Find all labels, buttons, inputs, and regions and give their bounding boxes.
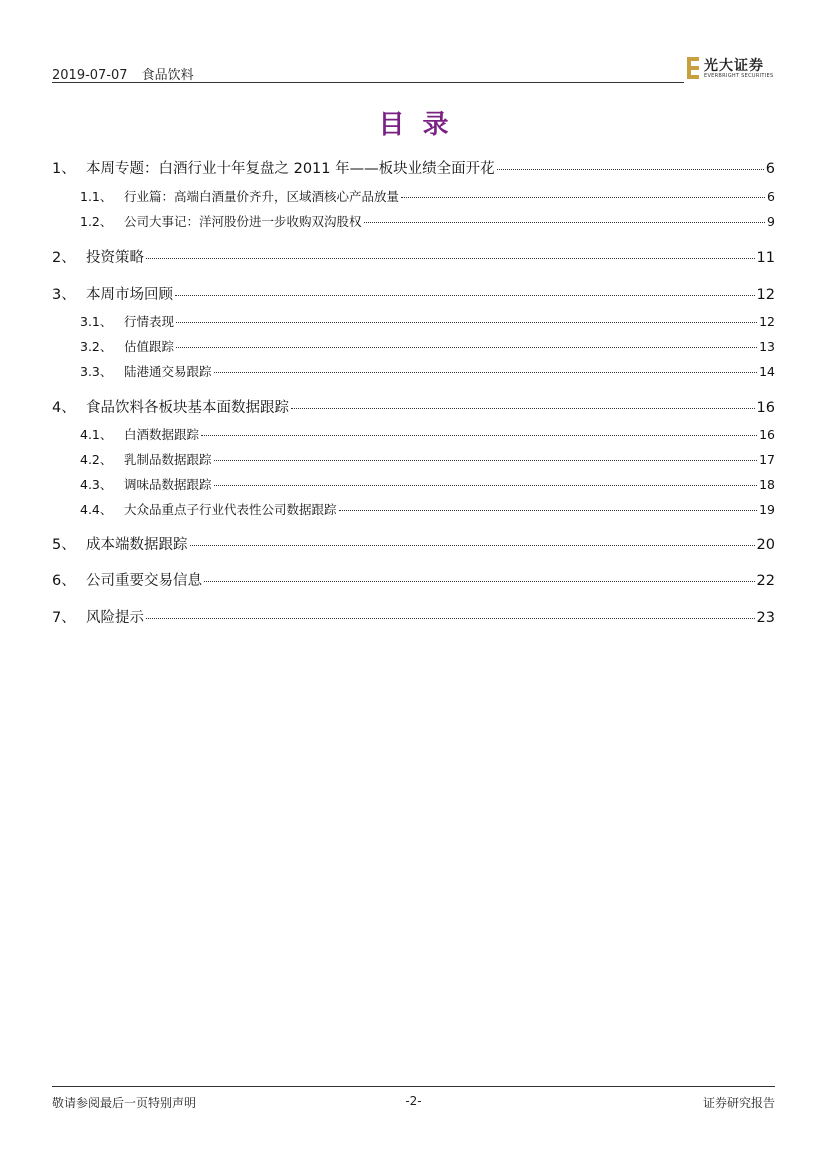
toc-entry-page: 14 — [759, 364, 775, 379]
toc-entry-leader — [204, 581, 755, 582]
toc-entry-number: 4、 — [52, 400, 76, 416]
toc-entry-leader — [364, 222, 766, 223]
toc-entry-title: 成本端数据跟踪 — [86, 537, 188, 553]
toc-entry-page: 20 — [756, 537, 775, 553]
header-meta — [52, 64, 194, 83]
toc-entry[interactable] — [52, 569, 775, 590]
toc-entry-page: 17 — [759, 452, 775, 467]
toc-entry-leader — [214, 372, 758, 373]
toc-entry-title: 大众品重点子行业代表性公司数据跟踪 — [124, 502, 337, 517]
toc-heading: 目录 — [378, 110, 467, 140]
page-header — [52, 52, 775, 84]
toc-entry[interactable] — [52, 396, 775, 417]
header-date: 2019-07-07 — [52, 68, 128, 83]
toc-entry-page: 18 — [759, 477, 775, 492]
page-footer — [52, 1086, 775, 1110]
toc-entry-leader — [401, 197, 765, 198]
toc-entry-page: 16 — [756, 400, 775, 416]
toc-entry-leader — [214, 485, 758, 486]
toc-entry-number: 3.1、 — [80, 314, 113, 329]
footer-document-type: 证券研究报告 — [702, 1096, 775, 1110]
toc-entry-title: 陆港通交易跟踪 — [124, 364, 212, 379]
logo-english-name: EVERBRIGHT SECURITIES — [704, 73, 774, 79]
toc-entry-page: 19 — [759, 502, 775, 517]
toc-entry-page: 12 — [756, 287, 775, 303]
toc-entry-page: 23 — [756, 610, 775, 626]
toc-entry-leader — [214, 460, 758, 461]
header-rule — [52, 82, 684, 83]
toc-entry[interactable] — [52, 450, 775, 468]
toc-entry-page: 22 — [756, 573, 775, 589]
toc-entry[interactable] — [52, 337, 775, 355]
footer-disclaimer: 敬请参阅最后一页特别声明 — [52, 1096, 197, 1110]
toc-entry-number: 4.2、 — [80, 452, 113, 467]
toc-entry-number: 1、 — [52, 161, 76, 177]
toc-entry-number: 6、 — [52, 573, 76, 589]
toc-entry[interactable] — [52, 533, 775, 554]
toc-entry-title: 公司大事记：洋河股份进一步收购双沟股权 — [124, 214, 362, 229]
toc-entry-title: 本周市场回顾 — [86, 287, 173, 303]
toc-entry-leader — [175, 295, 755, 296]
toc-entry-title: 行情表现 — [124, 314, 175, 329]
toc-entry-leader — [497, 169, 764, 170]
toc-entry[interactable] — [52, 606, 775, 627]
toc-entry[interactable] — [52, 157, 775, 178]
toc-entry-title: 本周专题：白酒行业十年复盘之 2011 年——板块业绩全面开花 — [86, 161, 495, 177]
toc-entry-title: 投资策略 — [86, 250, 144, 266]
toc-entry-number: 2、 — [52, 250, 76, 266]
toc-entry-title: 调味品数据跟踪 — [124, 477, 212, 492]
toc-entry-title: 估值跟踪 — [124, 339, 175, 354]
toc-entry[interactable] — [52, 187, 775, 205]
footer-page-number: -2- — [405, 1094, 422, 1108]
toc-entry-title: 风险提示 — [86, 610, 144, 626]
toc-entry[interactable] — [52, 425, 775, 443]
toc-entry[interactable] — [52, 362, 775, 380]
logo-chinese-name: 光大证券 — [704, 58, 764, 74]
toc-entry-leader — [201, 435, 757, 436]
toc-entry-page: 13 — [759, 339, 775, 354]
toc-entry-page: 12 — [759, 314, 775, 329]
toc-entry[interactable] — [52, 500, 775, 518]
toc-entry-number: 3.2、 — [80, 339, 113, 354]
toc-entry-leader — [146, 618, 755, 619]
logo-mark-icon — [687, 57, 700, 79]
toc-entry-leader — [146, 258, 755, 259]
toc-entry-title: 食品饮料各板块基本面数据跟踪 — [86, 400, 289, 416]
toc-entry-page: 6 — [767, 189, 775, 204]
toc-entry-leader — [176, 322, 757, 323]
toc-entry-page: 9 — [767, 214, 775, 229]
toc-entry-number: 5、 — [52, 537, 76, 553]
toc-entry-number: 4.4、 — [80, 502, 113, 517]
toc-entry[interactable] — [52, 212, 775, 230]
toc-entry-leader — [190, 545, 755, 546]
toc-entry-page: 11 — [756, 250, 775, 266]
toc-entry[interactable] — [52, 312, 775, 330]
toc-entry-leader — [291, 408, 755, 409]
toc-entry[interactable] — [52, 246, 775, 267]
toc-entry-number: 1.2、 — [80, 214, 113, 229]
toc-entry-number: 1.1、 — [80, 189, 113, 204]
toc-entry-number: 4.1、 — [80, 427, 113, 442]
toc-entry-leader — [176, 347, 757, 348]
footer-rule — [52, 1086, 775, 1087]
toc-entry-number: 4.3、 — [80, 477, 113, 492]
toc-entry-title: 白酒数据跟踪 — [124, 427, 200, 442]
toc-entry-page: 16 — [759, 427, 775, 442]
toc-entry-title: 乳制品数据跟踪 — [124, 452, 212, 467]
toc-entry-leader — [339, 510, 758, 511]
header-category: 食品饮料 — [141, 68, 194, 83]
toc-entry-number: 3、 — [52, 287, 76, 303]
company-logo — [687, 54, 775, 82]
toc-entry[interactable] — [52, 283, 775, 304]
toc-entry-page: 6 — [765, 161, 775, 177]
toc-entry[interactable] — [52, 475, 775, 493]
toc-entry-number: 3.3、 — [80, 364, 113, 379]
toc-entry-title: 公司重要交易信息 — [86, 573, 202, 589]
toc-entry-number: 7、 — [52, 610, 76, 626]
toc-entry-title: 行业篇：高端白酒量价齐升，区域酒核心产品放量 — [124, 189, 400, 204]
